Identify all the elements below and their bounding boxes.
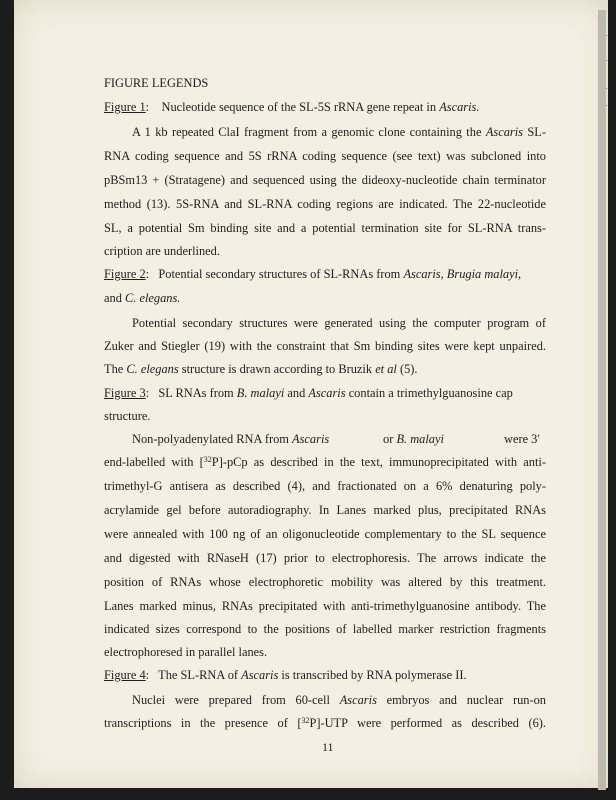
figure-3-body-line: Lanes marked minus, RNAs precipitated with anti-trimethylguanosine antibody. The	[104, 599, 546, 613]
figure-2-body-line: Zuker and Stiegler (19) with the constraint that Sm binding sites were kept unpaired.	[104, 339, 546, 353]
figure-2-body-line: Potential secondary structures were generated using the computer program of	[132, 316, 546, 330]
figure-1-body-line: A 1 kb repeated ClaI fragment from a genomic clone containing the Ascaris SL-	[132, 125, 546, 139]
figure-2-label: Figure 2	[104, 267, 146, 281]
figure-1-label: Figure 1	[104, 100, 146, 114]
figure-1-body-line: SL, a potential Sm binding site and a potential termination site for SL-RNA trans-	[104, 221, 546, 235]
figure-3-body-line: indicated sizes correspond to the positions of labelled marker restriction fragments	[104, 622, 546, 636]
figure-2-title-cont: and C. elegans.	[104, 291, 181, 305]
figure-1-body-line: pBSm13 + (Stratagene) and sequenced using the dideoxy-nucleotide chain terminator	[104, 173, 546, 187]
figure-2-title: Figure 2: Potential secondary structures of SL-RNAs from Ascaris, Brugia malayi,	[104, 267, 522, 281]
figure-4-title: Figure 4: The SL-RNA of Ascaris is transcribed by RNA polymerase II.	[104, 668, 467, 682]
figure-4-body-line: Nuclei were prepared from 60-cell Ascaris embryos and nuclear run-on	[132, 693, 546, 707]
figure-1-title: Figure 1: Nucleotide sequence of the SL-5S rRNA gene repeat in Ascaris.	[104, 100, 480, 114]
document-page	[14, 0, 608, 788]
figure-1-body-line: cription are underlined.	[104, 244, 220, 258]
figure-2-body-line: The C. elegans structure is drawn according to Bruzik et al (5).	[104, 362, 418, 376]
figure-4-body-line: transcriptions in the presence of [$^{32}$P]-UTP were performed as described (6).	[104, 716, 546, 730]
figure-3-body-line: or B. malayi	[383, 432, 444, 446]
figure-3-body-line: were 3′	[504, 432, 541, 446]
figure-3-body-line: position of RNAs whose electrophoretic mobility was altered by this treatment.	[104, 575, 546, 589]
page-number: 11	[322, 740, 334, 754]
figure-3-body-line: Non-polyadenylated RNA from Ascaris	[132, 432, 330, 446]
figure-1-body-line: method (13). 5S-RNA and SL-RNA coding regions are indicated. The 22-nucleotide	[104, 197, 546, 211]
section-heading: FIGURE LEGENDS	[104, 76, 209, 90]
figure-3-body-line: end-labelled with [$^{32}$P]-pCp as described in the text, immunoprecipitated with anti-	[104, 455, 546, 469]
figure-3-body-line: were annealed with 100 ng of an oligonucleotide complementary to the SL sequence	[104, 527, 546, 541]
figure-1-body-line: RNA coding sequence and 5S rRNA coding sequence (see text) was subcloned into	[104, 149, 546, 163]
figure-3-body-line: acrylamide gel before autoradiography. In Lanes marked plus, precipitated RNAs	[104, 503, 546, 517]
scan-edge	[598, 10, 606, 790]
figure-3-body-line: electrophoresed in parallel lanes.	[104, 645, 268, 659]
figure-3-body-line: and digested with RNaseH (17) prior to electrophoresis. The arrows indicate the	[104, 551, 546, 565]
figure-3-title: Figure 3: SL RNAs from B. malayi and Ascaris contain a trimethylguanosine cap	[104, 386, 513, 400]
figure-4-label: Figure 4	[104, 668, 146, 682]
figure-3-label: Figure 3	[104, 386, 146, 400]
figure-3-body-line: trimethyl-G antisera as described (4), and fractionated on a 6% denaturing poly-	[104, 479, 546, 493]
figure-3-title-cont: structure.	[104, 409, 151, 423]
